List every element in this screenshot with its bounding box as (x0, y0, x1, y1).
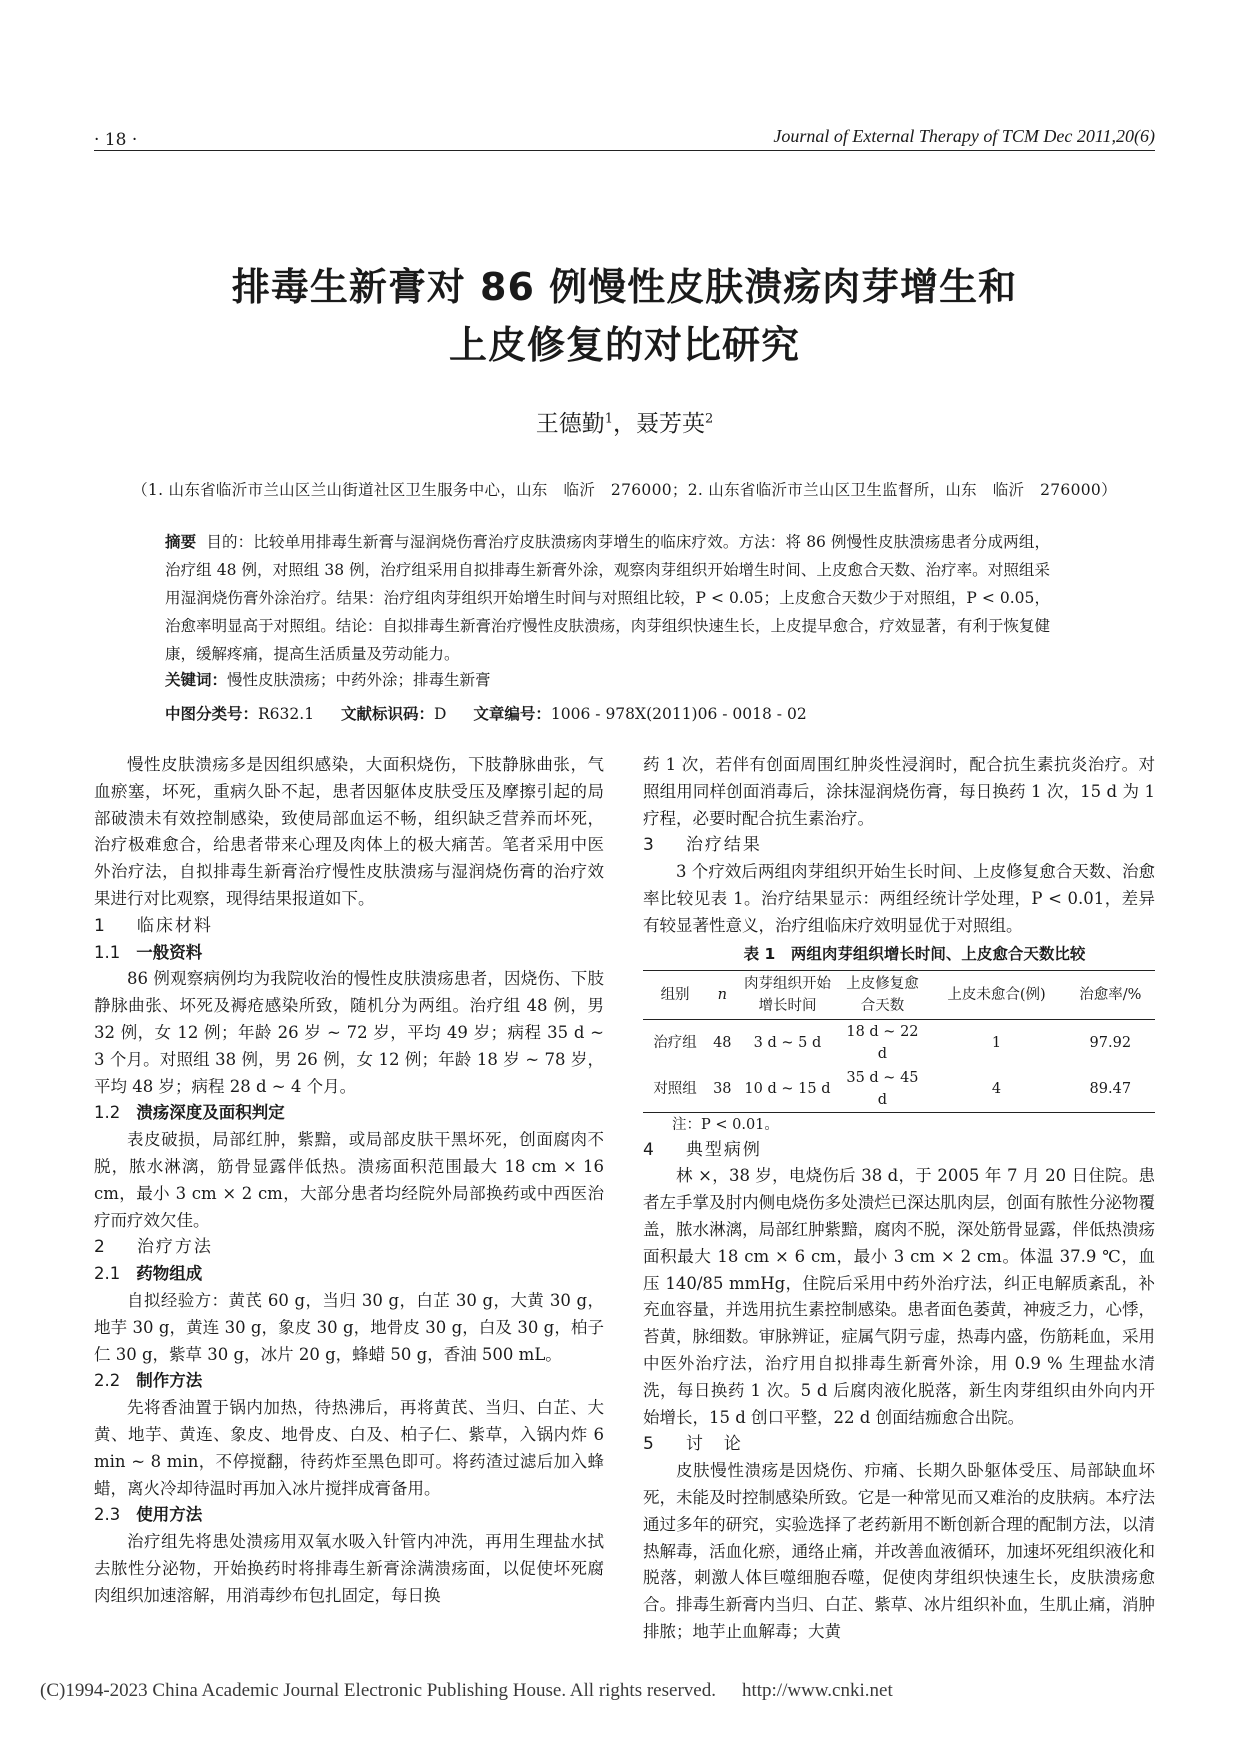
table-cell: 3 d ~ 5 d (753, 1034, 822, 1051)
table-cell: 18 d ~ 22 d (846, 1023, 919, 1062)
classification (165, 702, 1050, 724)
table-cell: 89.47 (1066, 1066, 1155, 1113)
table-cell: 38 (707, 1066, 737, 1113)
table-header: 肉芽组织开始增长时间 (737, 970, 837, 1019)
copyright-text: (C)1994-2023 China Academic Journal Electronic Publishing House. All rights reserved. (40, 1680, 716, 1701)
section-heading: 4 典型病例 (643, 1139, 762, 1160)
abstract-text: 目的：比较单用排毒生新膏与湿润烧伤膏治疗皮肤溃疡肉芽增生的临床疗效。方法：将 86 例慢性皮肤溃疡患者分成两组，治疗组 48 例，对照组 38 例，治疗组采用自拟排毒生新膏外涂，观察肉芽组织开始增生时间、上皮愈合天数、治疗率。对照组采用湿润烧伤膏外涂治疗。结果：治疗组肉芽组织开始增生时间与对照组比较，P < 0.05；上皮愈合天数少于对照组，P < 0.05，治愈率明显高于对照组。结论：自拟排毒生新膏治疗慢性皮肤溃疡，肉芽组织快速生长，上皮提早愈合，疗效显著，有利于恢复健康，缓解疼痛，提高生活质量及劳动能力。 (165, 533, 1050, 663)
doc-value: D (434, 705, 447, 723)
subsection-heading: 1.2 溃疡深度及面积判定 (94, 1103, 285, 1123)
table-header: 上皮未愈合(例) (927, 970, 1065, 1019)
table-row (643, 1019, 1155, 1066)
table-cell: 97.92 (1089, 1034, 1132, 1051)
paragraph: 治疗组先将患处溃疡用双氧水吸入针管内冲洗，再用生理盐水拭去脓性分泌物，开始换药时将排毒生新膏涂满溃疡面，以促使坏死腐肉组织加速溶解，用消毒纱布包扎固定，每日换 (94, 1532, 604, 1605)
table-cell: 48 (713, 1034, 732, 1051)
article-no-label: 文章编号： (473, 705, 551, 723)
table-header: n (707, 970, 737, 1019)
article-title (94, 258, 1155, 374)
author-sup: 1 (604, 411, 613, 427)
table-header: 组别 (643, 970, 707, 1019)
author-name: 聂芳英 (636, 411, 705, 437)
section-heading: 1 临床材料 (94, 915, 213, 936)
table-cell: 治疗组 (653, 1034, 697, 1051)
authors: 王德勤$^1$，聂芳英$^2$ (535, 411, 714, 437)
subsection-heading: 2.3 使用方法 (94, 1505, 203, 1525)
table-note: 注：P < 0.01。 (672, 1116, 779, 1133)
title-line-2: 上皮修复的对比研究 (448, 323, 800, 367)
right-column (643, 752, 1155, 1646)
paragraph: 86 例观察病例均为我院收治的慢性皮肤溃疡患者，因烧伤、下肢静脉曲张、坏死及褥疮感染所致，随机分为两组。治疗组 48 例，男 32 例，女 12 例；年龄 26 岁 ~ 72 岁，平均 49 岁；病程 35 d ~ 3 个月。对照组 38 例，男 26 例，女 12 例；年龄 18 岁 ~ 78 岁，平均 48 岁；病程 28 d ~ 4 个月。 (94, 969, 604, 1096)
paragraph: 表皮破损，局部红肿，紫黯，或局部皮肤干黑坏死，创面腐肉不脱，脓水淋漓，筋骨显露伴低热。溃疡面积范围最大 18 cm × 16 cm，最小 3 cm × 2 cm，大部分患者均经院外局部换药或中西医治疗而疗效欠佳。 (94, 1130, 604, 1230)
results-table (643, 970, 1155, 1113)
abstract-label: 摘要 (165, 533, 197, 551)
table-caption: 表 1 两组肉芽组织增长时间、上皮愈合天数比较 (743, 944, 1086, 963)
subsection-heading: 1.1 一般资料 (94, 942, 203, 962)
subsection-heading: 2.1 药物组成 (94, 1264, 203, 1284)
section-heading: 3 治疗结果 (643, 835, 762, 856)
doc-label: 文献标识码： (341, 705, 435, 723)
page-number: · 18 · (94, 130, 138, 150)
table-cell: 35 d ~ 45 d (837, 1066, 927, 1113)
table-cell: 1 (991, 1034, 1002, 1051)
left-column (94, 752, 604, 1610)
table-header: 上皮修复愈合天数 (837, 970, 927, 1019)
keywords-text: 慢性皮肤溃疡；中药外涂；排毒生新膏 (227, 671, 491, 689)
paragraph: 林 ×，38 岁，电烧伤后 38 d，于 2005 年 7 月 20 日住院。患者左手掌及肘内侧电烧伤多处溃烂已深达肌肉层，创面有脓性分泌物覆盖，脓水淋漓，局部红肿紫黯，腐肉不脱，深处筋骨显露，伴低热溃疡面积最大 18 cm × 6 cm，最小 3 cm × 2 cm。体温 37.9 ℃，血压 140/85 mmHg，住院后采用中药外治疗法，纠正电解质紊乱，补充血容量，并选用抗生素控制感染。患者面色萎黄，神疲乏力，心悸，苔黄，脉细数。审脉辨证，症属气阴亏虚，热毒内盛，伤筋耗血，采用中医外治疗法，治疗用自拟排毒生新膏外涂，用 0.9 % 生理盐水清洗，每日换药 1 次。5 d 后腐肉液化脱落，新生肉芽组织由外向内开始增长，15 d 创口平整，22 d 创面结痂愈合出院。 (643, 1166, 1155, 1427)
clc-value: R632.1 (258, 705, 315, 723)
title-line-1: 排毒生新膏对 86 例慢性皮肤溃疡肉芽增生和 (231, 265, 1018, 309)
section-heading: 2 治疗方法 (94, 1237, 213, 1258)
paragraph: 3 个疗效后两组肉芽组织开始生长时间、上皮修复愈合天数、治愈率比较见表 1。治疗结果显示：两组经统计学处理，P < 0.01，差异有较显著性意义，治疗组临床疗效明显优于对照组。 (643, 862, 1155, 935)
keywords (165, 668, 1050, 690)
article-no-value: 1006 - 978X(2011)06 - 0018 - 02 (550, 705, 807, 723)
paragraph: 药 1 次，若伴有创面周围红肿炎性浸润时，配合抗生素抗炎治疗。对照组用同样创面消毒后，涂抹湿润烧伤膏，每日换药 1 次，15 d 为 1 疗程，必要时配合抗生素治疗。 (643, 755, 1155, 828)
table-header: 治愈率/% (1066, 970, 1155, 1019)
paragraph: 皮肤慢性溃疡是因烧伤、疖痛、长期久卧躯体受压、局部缺血坏死，未能及时控制感染所致。它是一种常见而又难治的皮肤病。本疗法通过多年的研究，实验选择了老药新用不断创新合理的配制方法，以清热解毒，活血化瘀，通络止痛，并改善血液循环，加速坏死组织液化和脱落，刺激人体巨噬细胞吞噬，促使肉芽组织快速生长，皮肤溃疡愈合。排毒生新膏内当归、白芷、紫草、冰片组织补血，生肌止痛，消肿排脓；地芋止血解毒；大黄 (643, 1461, 1155, 1641)
paragraph: 先将香油置于锅内加热，待热沸后，再将黄芪、当归、白芷、大黄、地芋、黄连、象皮、地骨皮、白及、柏子仁、紫草，入锅内炸 6 min ~ 8 min，不停搅翻，待药炸至黑色即可。将药渣过滤后加入蜂蜡，离火冷却待温时再加入冰片搅拌成膏备用。 (94, 1398, 604, 1498)
abstract (165, 528, 1050, 668)
cnki-link[interactable]: http://www.cnki.net (741, 1680, 893, 1701)
copyright-footer (40, 1680, 893, 1702)
author-name: 王德勤 (535, 411, 605, 437)
subsection-heading: 2.2 制作方法 (94, 1371, 203, 1391)
intro-paragraph: 慢性皮肤溃疡多是因组织感染，大面积烧伤，下肢静脉曲张，气血瘀塞，坏死，重病久卧不起，患者因躯体皮肤受压及摩擦引起的局部破溃未有效控制感染，致使局部血运不畅，组织缺乏营养而坏死，治疗极难愈合，给患者带来心理及肉体上的极大痛苦。笔者采用中医外治疗法，自拟排毒生新膏治疗慢性皮肤溃疡与湿润烧伤膏的治疗效果进行对比观察，现得结果报道如下。 (94, 755, 604, 908)
table-header-row (643, 970, 1155, 1019)
table-cell: 4 (927, 1066, 1065, 1113)
paragraph: 自拟经验方：黄芪 60 g，当归 30 g，白芷 30 g，大黄 30 g，地芋 30 g，黄连 30 g，象皮 30 g，地骨皮 30 g，白及 30 g，柏子仁 30 g，紫草 30 g，冰片 20 g，蜂蜡 50 g，香油 500 mL。 (94, 1290, 604, 1364)
clc-label: 中图分类号： (165, 705, 259, 723)
table-cell: 对照组 (643, 1066, 707, 1113)
affiliation: （1. 山东省临沂市兰山区兰山街道社区卫生服务中心，山东 临沂 276000；2. 山东省临沂市兰山区卫生监督所，山东 临沂 276000） (132, 481, 1117, 499)
journal-header: Journal of External Therapy of TCM Dec 2011,20(6) (773, 126, 1155, 146)
table-row (643, 1066, 1155, 1113)
keywords-label: 关键词： (165, 671, 228, 689)
section-heading: 5 讨 论 (643, 1434, 743, 1455)
author-sup: 2 (705, 411, 714, 427)
header-rule (94, 150, 1155, 151)
table-cell: 10 d ~ 15 d (737, 1066, 837, 1113)
